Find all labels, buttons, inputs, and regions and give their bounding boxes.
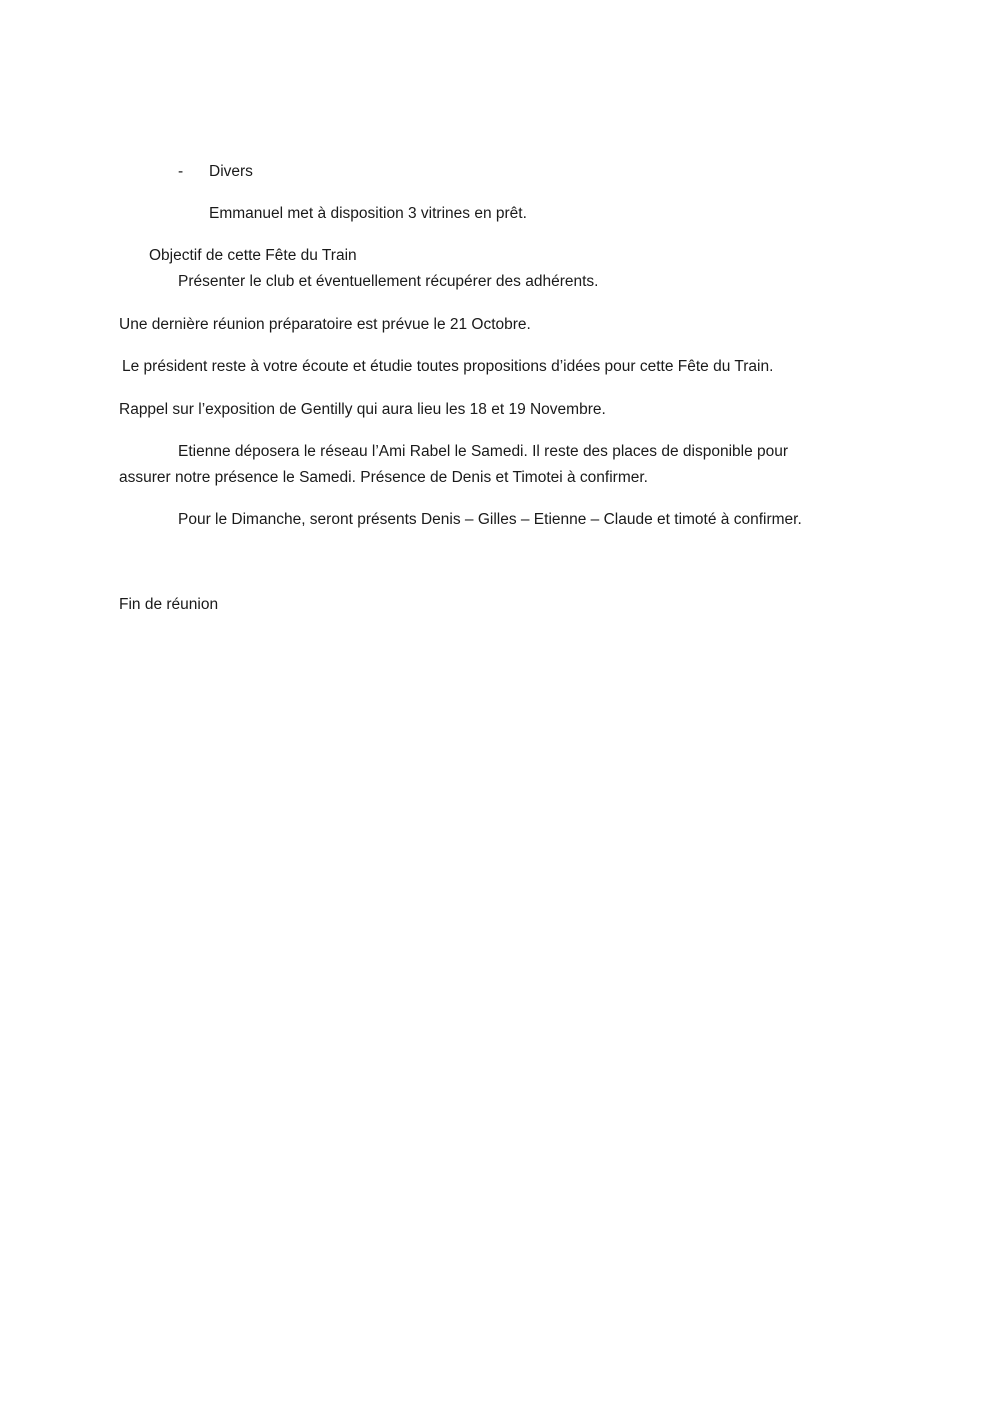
paragraph-etienne-line-1: Etienne déposera le réseau l’Ami Rabel le Samedi. Il reste des places de disponible pour xyxy=(178,443,789,460)
paragraph-reunion: Une dernière réunion préparatoire est prévue le 21 Octobre. xyxy=(119,316,531,333)
paragraph-dimanche: Pour le Dimanche, seront présents Denis – Gilles – Etienne – Claude et timoté à confirmer. xyxy=(178,511,802,528)
paragraph-rappel: Rappel sur l’exposition de Gentilly qui aura lieu les 18 et 19 Novembre. xyxy=(119,401,606,418)
paragraph-etienne-line-2: assurer notre présence le Samedi. Présence de Denis et Timotei à confirmer. xyxy=(119,469,648,486)
paragraph-emmanuel: Emmanuel met à disposition 3 vitrines en prêt. xyxy=(209,205,527,222)
paragraph-fin: Fin de réunion xyxy=(119,596,219,613)
list-bullet-marker: - xyxy=(178,163,184,180)
objectif-heading: Objectif de cette Fête du Train xyxy=(149,247,357,264)
list-item-divers: Divers xyxy=(209,163,253,180)
paragraph-president: Le président reste à votre écoute et étudie toutes propositions d’idées pour cette Fête du Train. xyxy=(122,358,774,375)
paragraph-objectif: Présenter le club et éventuellement récupérer des adhérents. xyxy=(178,273,599,290)
